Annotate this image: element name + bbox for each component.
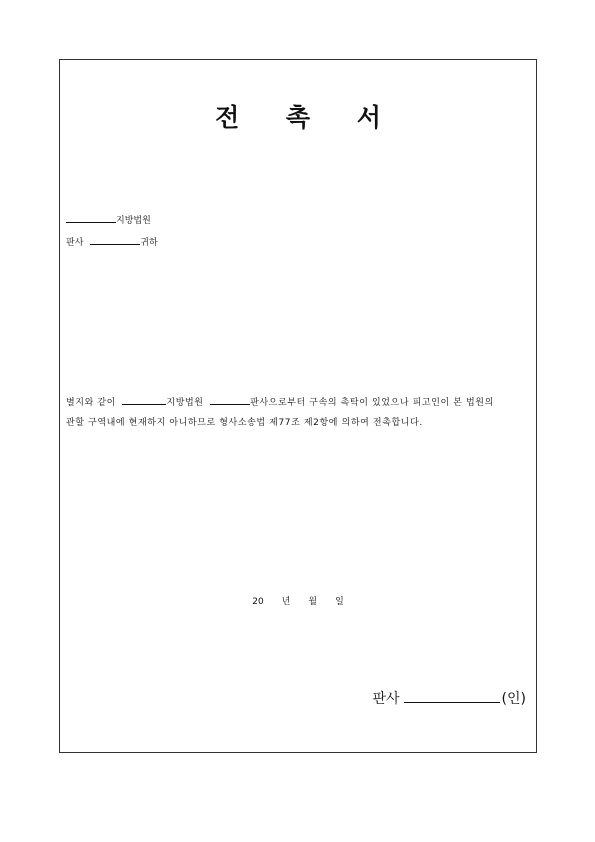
document-frame — [59, 59, 537, 753]
signature-label: 판사 — [372, 691, 400, 707]
judge-name-blank — [90, 235, 140, 245]
body-court-blank — [122, 395, 166, 405]
body-judge-blank — [210, 395, 250, 405]
date-day: 일 — [335, 597, 344, 607]
signature-seal: (인) — [501, 691, 526, 707]
signature-blank — [404, 688, 500, 703]
document-title: 전 촉 서 — [215, 103, 400, 132]
body-line-1-part-1: 별지와 같이 — [66, 398, 116, 408]
signature-line — [372, 688, 526, 708]
body-line-1 — [66, 393, 532, 413]
court-suffix: 지방법원 — [116, 216, 151, 226]
judge-prefix: 판사 — [66, 238, 84, 248]
date-year: 년 — [281, 597, 291, 607]
body-line-1-part-3: 판사으로부터 구속의 촉탁이 있었으나 피고인이 본 법원의 — [250, 398, 494, 408]
judge-address-line — [66, 235, 158, 249]
body-paragraph — [66, 393, 532, 433]
date-year-prefix: 20 — [252, 597, 264, 607]
body-line-2: 관할 구역내에 현재하지 아니하므로 형사소송법 제77조 제2항에 의하여 전촉합니다. — [66, 418, 423, 428]
body-line-1-part-2: 지방법원 — [166, 398, 204, 408]
date-line — [60, 594, 536, 607]
court-address-line — [66, 213, 151, 227]
date-month: 월 — [308, 597, 318, 607]
court-name-blank — [66, 213, 116, 223]
honorific: 귀하 — [140, 238, 158, 248]
